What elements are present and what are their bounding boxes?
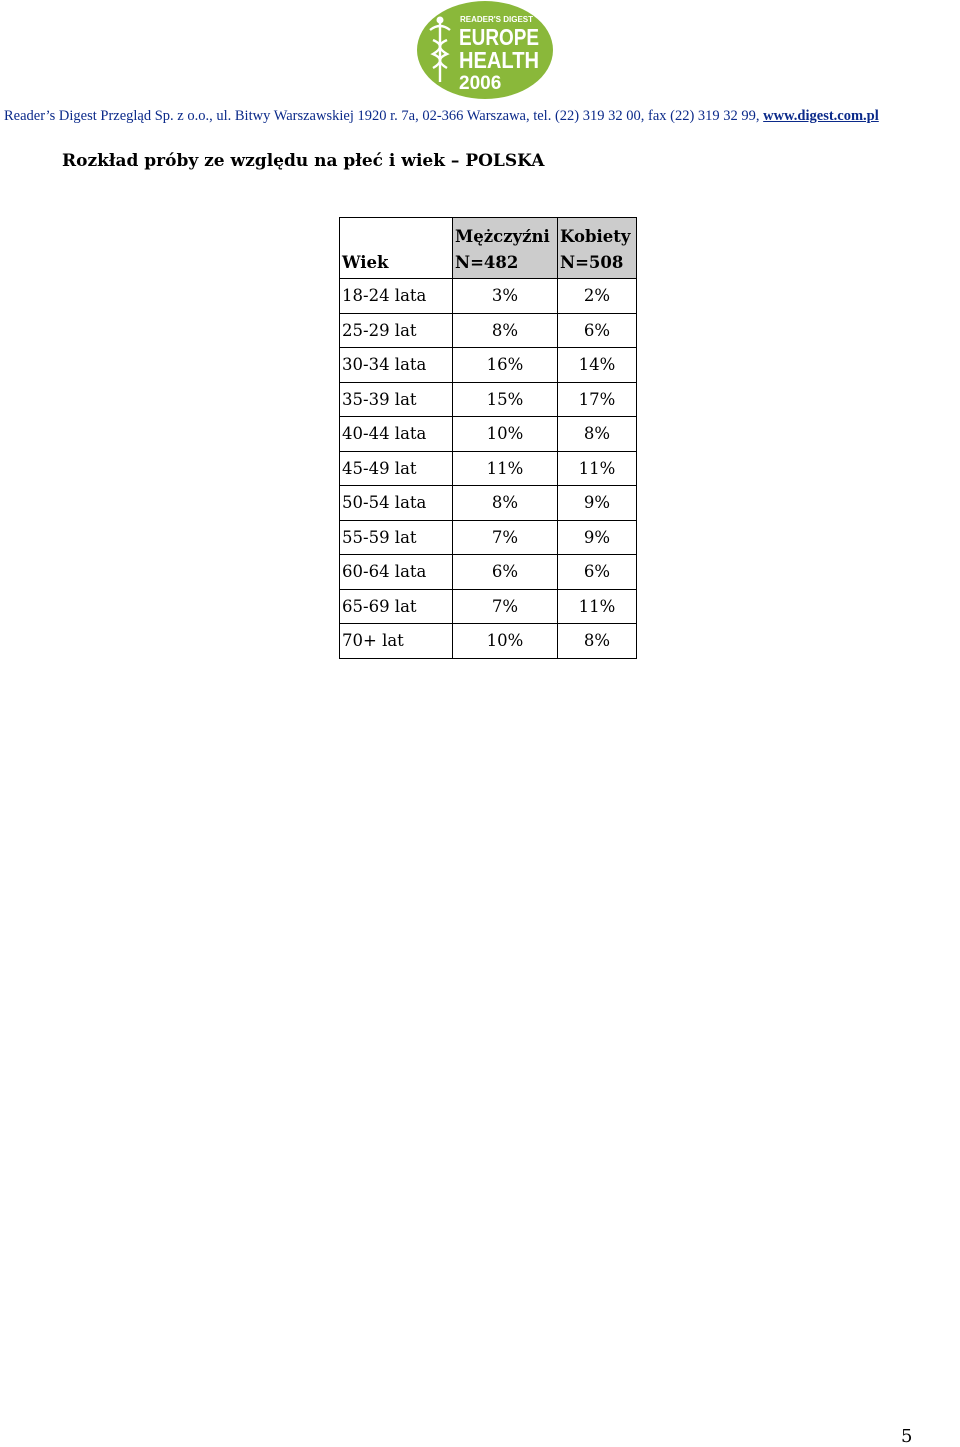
header-men: Mężczyźni — [453, 218, 558, 247]
age-group-cell: 45-49 lat — [340, 451, 453, 486]
header-row-labels — [340, 218, 637, 247]
logo-word-health: HEALTH — [459, 47, 539, 73]
women-percent-cell: 11% — [558, 451, 637, 486]
women-percent-cell: 6% — [558, 313, 637, 348]
age-group-cell: 35-39 lat — [340, 382, 453, 417]
table-row — [340, 417, 637, 452]
women-percent-cell: 8% — [558, 624, 637, 659]
men-percent-cell: 8% — [453, 486, 558, 521]
age-group-cell: 25-29 lat — [340, 313, 453, 348]
men-percent-cell: 10% — [453, 624, 558, 659]
table-row — [340, 589, 637, 624]
women-percent-cell: 11% — [558, 589, 637, 624]
header-women-n: N=508 — [558, 246, 637, 279]
table-row — [340, 486, 637, 521]
table-row — [340, 555, 637, 590]
men-percent-cell: 7% — [453, 589, 558, 624]
women-percent-cell: 17% — [558, 382, 637, 417]
company-address: Reader’s Digest Przegląd Sp. z o.o., ul. Bitwy Warszawskiej 1920 r. 7a, 02-366 Warszawa, tel. (22) 319 32 00, fax (22) 319 32 99, — [4, 108, 764, 124]
header-age: Wiek — [340, 246, 453, 279]
men-percent-cell: 8% — [453, 313, 558, 348]
table-row — [340, 279, 637, 314]
age-group-cell: 70+ lat — [340, 624, 453, 659]
logo-year: 2006 — [459, 73, 502, 94]
men-percent-cell: 7% — [453, 520, 558, 555]
women-percent-cell: 9% — [558, 486, 637, 521]
men-percent-cell: 3% — [453, 279, 558, 314]
women-percent-cell: 9% — [558, 520, 637, 555]
table-row — [340, 348, 637, 383]
header-men-n: N=482 — [453, 246, 558, 279]
women-percent-cell: 2% — [558, 279, 637, 314]
logo-word-europe: EUROPE — [459, 24, 539, 50]
table-row — [340, 624, 637, 659]
men-percent-cell: 15% — [453, 382, 558, 417]
company-address-line — [4, 108, 960, 125]
men-percent-cell: 6% — [453, 555, 558, 590]
europe-health-2006-logo — [416, 0, 554, 100]
table-row — [340, 451, 637, 486]
women-percent-cell: 14% — [558, 348, 637, 383]
men-percent-cell: 16% — [453, 348, 558, 383]
women-percent-cell: 8% — [558, 417, 637, 452]
header-age-blank — [340, 218, 453, 247]
sample-distribution-table — [339, 217, 637, 659]
men-percent-cell: 10% — [453, 417, 558, 452]
table-row — [340, 520, 637, 555]
page-number: 5 — [901, 1426, 913, 1447]
age-group-cell: 50-54 lata — [340, 486, 453, 521]
men-percent-cell: 11% — [453, 451, 558, 486]
logo-brand: READER'S DIGEST — [460, 15, 534, 24]
header-women: Kobiety — [558, 218, 637, 247]
women-percent-cell: 6% — [558, 555, 637, 590]
page-title: Rozkład próby ze względu na płeć i wiek – POLSKA — [62, 151, 545, 171]
age-group-cell: 18-24 lata — [340, 279, 453, 314]
table-row — [340, 313, 637, 348]
age-group-cell: 40-44 lata — [340, 417, 453, 452]
header-row-sizes — [340, 246, 637, 279]
age-group-cell: 30-34 lata — [340, 348, 453, 383]
table-row — [340, 382, 637, 417]
age-group-cell: 55-59 lat — [340, 520, 453, 555]
age-group-cell: 60-64 lata — [340, 555, 453, 590]
website-link[interactable]: www.digest.com.pl — [763, 108, 879, 124]
age-group-cell: 65-69 lat — [340, 589, 453, 624]
